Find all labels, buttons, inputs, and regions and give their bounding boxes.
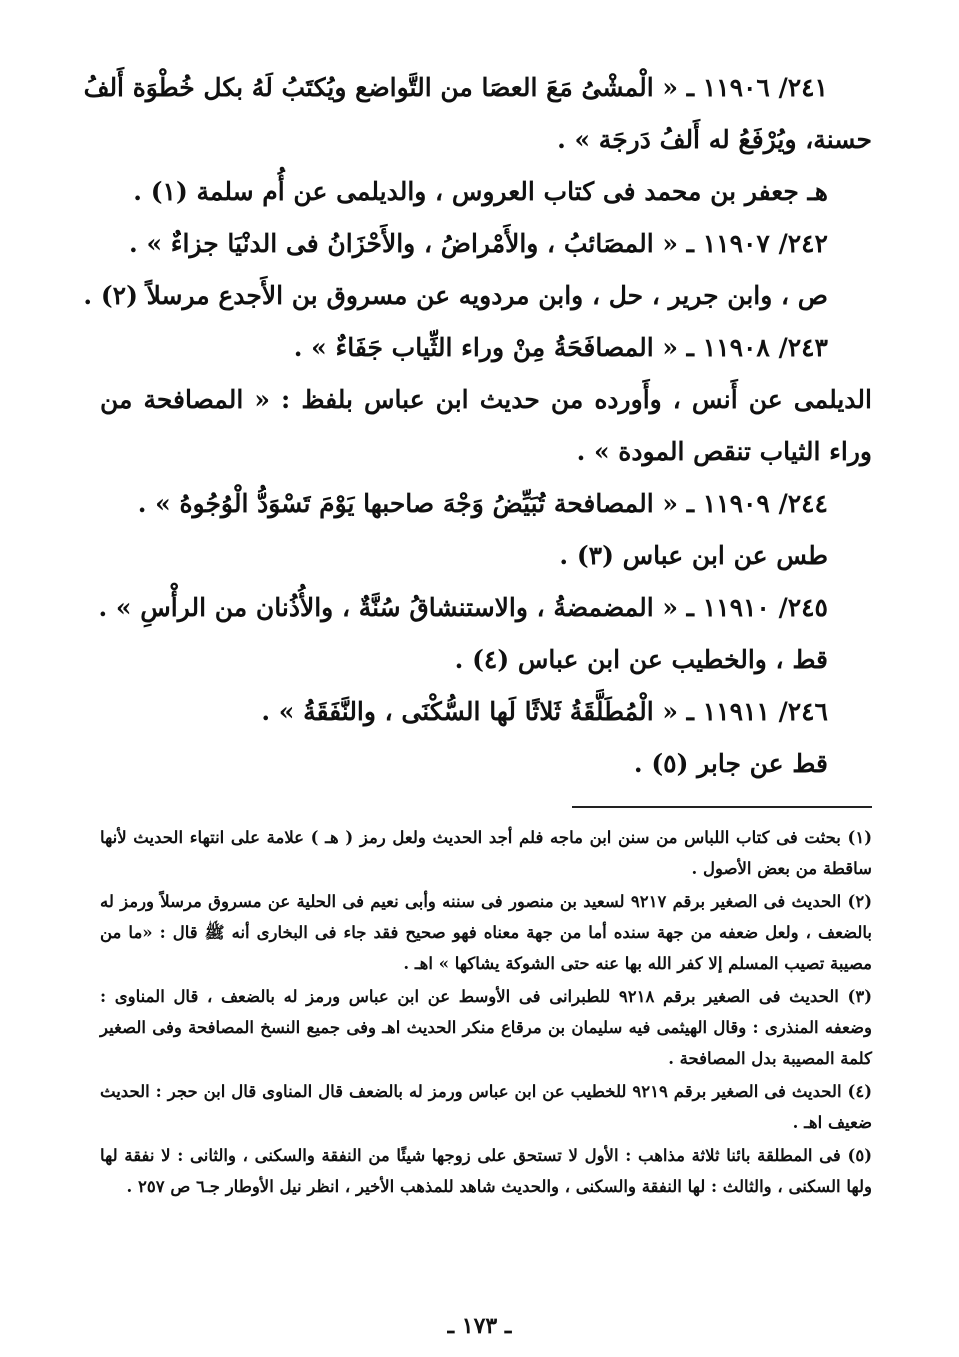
document-page bbox=[83, 62, 873, 1322]
footnote: (١) بحثت فى كتاب اللباس من سنن ابن ماجه فلم أجد الحديث ولعل رمز ( هـ ) علامة على انتهاء الحديث لأنها ساقطة من بعض الأصول . bbox=[100, 828, 872, 878]
entry-line: ٢٤٢/ ١١٩٠٧ ـ « المصَائبُ ، والأَمْراضُ ، والأَحْزَانُ فى الدنْيَا جزاءٌ » . bbox=[129, 229, 828, 258]
footnote: (٥) فى المطلقة بائنا ثلاثة مذاهب : الأول لا تستحق على زوجها شيئًا من النفقة والسكنى ، والثانى : لا نفقة لها ولها السكنى ، والثالث : لها النفقة والسكنى ، والحديث شاهد للمذهب الأخير ، انظر نيل الأوطار جـ٦ ص ٢٥٧ . bbox=[100, 1146, 872, 1196]
entry-line: طس عن ابن عباس (٣) . bbox=[559, 541, 828, 570]
entry-line: حسنة، ويُرْفَعُ له أَلفُ دَرجَة » . bbox=[557, 125, 872, 154]
entry-line: ٢٤٥/ ١١٩١٠ ـ « المضمضةُ ، والاستنشاقُ سُنَّةٌ ، والأُذُنان من الرأْسِ » . bbox=[98, 593, 828, 622]
entry-line: الديلمى عن أَنس ، وأَورده من حديث ابن عباس بلفظ : « المصافحة من وراء الثياب تنقص المودة » . bbox=[100, 385, 872, 466]
footnote: (٣) الحديث فى الصغير برقم ٩٢١٨ للطبرانى فى الأوسط عن ابن عباس ورمز له بالضعف ، قال المناوى : وضعفه المنذرى : وقال الهيثمى فيه سليمان بن مرقاع منكر الحديث اهـ وفى جميع النسخ المصافحة وفى الصغير كلمة المصيبة بدل المصافحة . bbox=[100, 987, 872, 1068]
footnote: (٢) الحديث فى الصغير برقم ٩٢١٧ لسعيد بن منصور فى سننه وأبى نعيم فى الحلية عن مسروق مرسلاً ورمز له بالضعف ، ولعل ضعفه من جهة سنده أما من جهة معناه فهو صحيح فقد جاء فى البخارى أنه ﷺ قال : «ما من مصيبة تصيب المسلم إلا كفر الله بها عنه حتى الشوكة يشاكها » اهـ . bbox=[100, 892, 873, 973]
footnote: (٤) الحديث فى الصغير برقم ٩٢١٩ للخطيب عن ابن عباس ورمز له بالضعف قال المناوى قال ابن حجر : الحديث ضعيف اهـ . bbox=[100, 1082, 872, 1132]
entry-line: ٢٤٤/ ١١٩٠٩ ـ « المصافحة تُبَيِّضُ وَجْهَ صاحبها يَوْمَ تَسْوَدُّ الْوُجُوهُ » . bbox=[137, 489, 828, 518]
entry-line: ص ، وابن جرير ، حل ، وابن مردويه عن مسروق بن الأَجدع مرسلاً (٢) . bbox=[83, 281, 828, 310]
entry-line: ٢٤١/ ١١٩٠٦ ـ « الْمشْىُ مَعَ العصَا من التَّواضع ويُكتَبُ لَهُ بكل خُطْوَة أَلفُ bbox=[83, 73, 828, 102]
entry-line: قط عن جابر (٥) . bbox=[633, 749, 828, 778]
footnotes bbox=[100, 822, 872, 1202]
entry-line: قط ، والخطيب عن ابن عباس (٤) . bbox=[454, 645, 828, 674]
page-number: ـ ١٧٣ ـ bbox=[447, 1313, 512, 1339]
footnote-separator bbox=[572, 806, 872, 808]
hadith-entries bbox=[83, 62, 872, 790]
entry-line: ٢٤٣/ ١١٩٠٨ ـ « المصافَحَةُ مِنْ وراء الثِّياب جَفَاءٌ » . bbox=[293, 333, 828, 362]
entry-line: ٢٤٦/ ١١٩١١ ـ « الْمُطَلَّقَةُ ثَلاثًا لَها السُّكْنَى ، والنَّفَقَةُ » . bbox=[261, 697, 828, 726]
entry-line: هـ جعفر بن محمد فى كتاب العروس ، والديلمى عن أُم سلمة (١) . bbox=[133, 177, 828, 206]
